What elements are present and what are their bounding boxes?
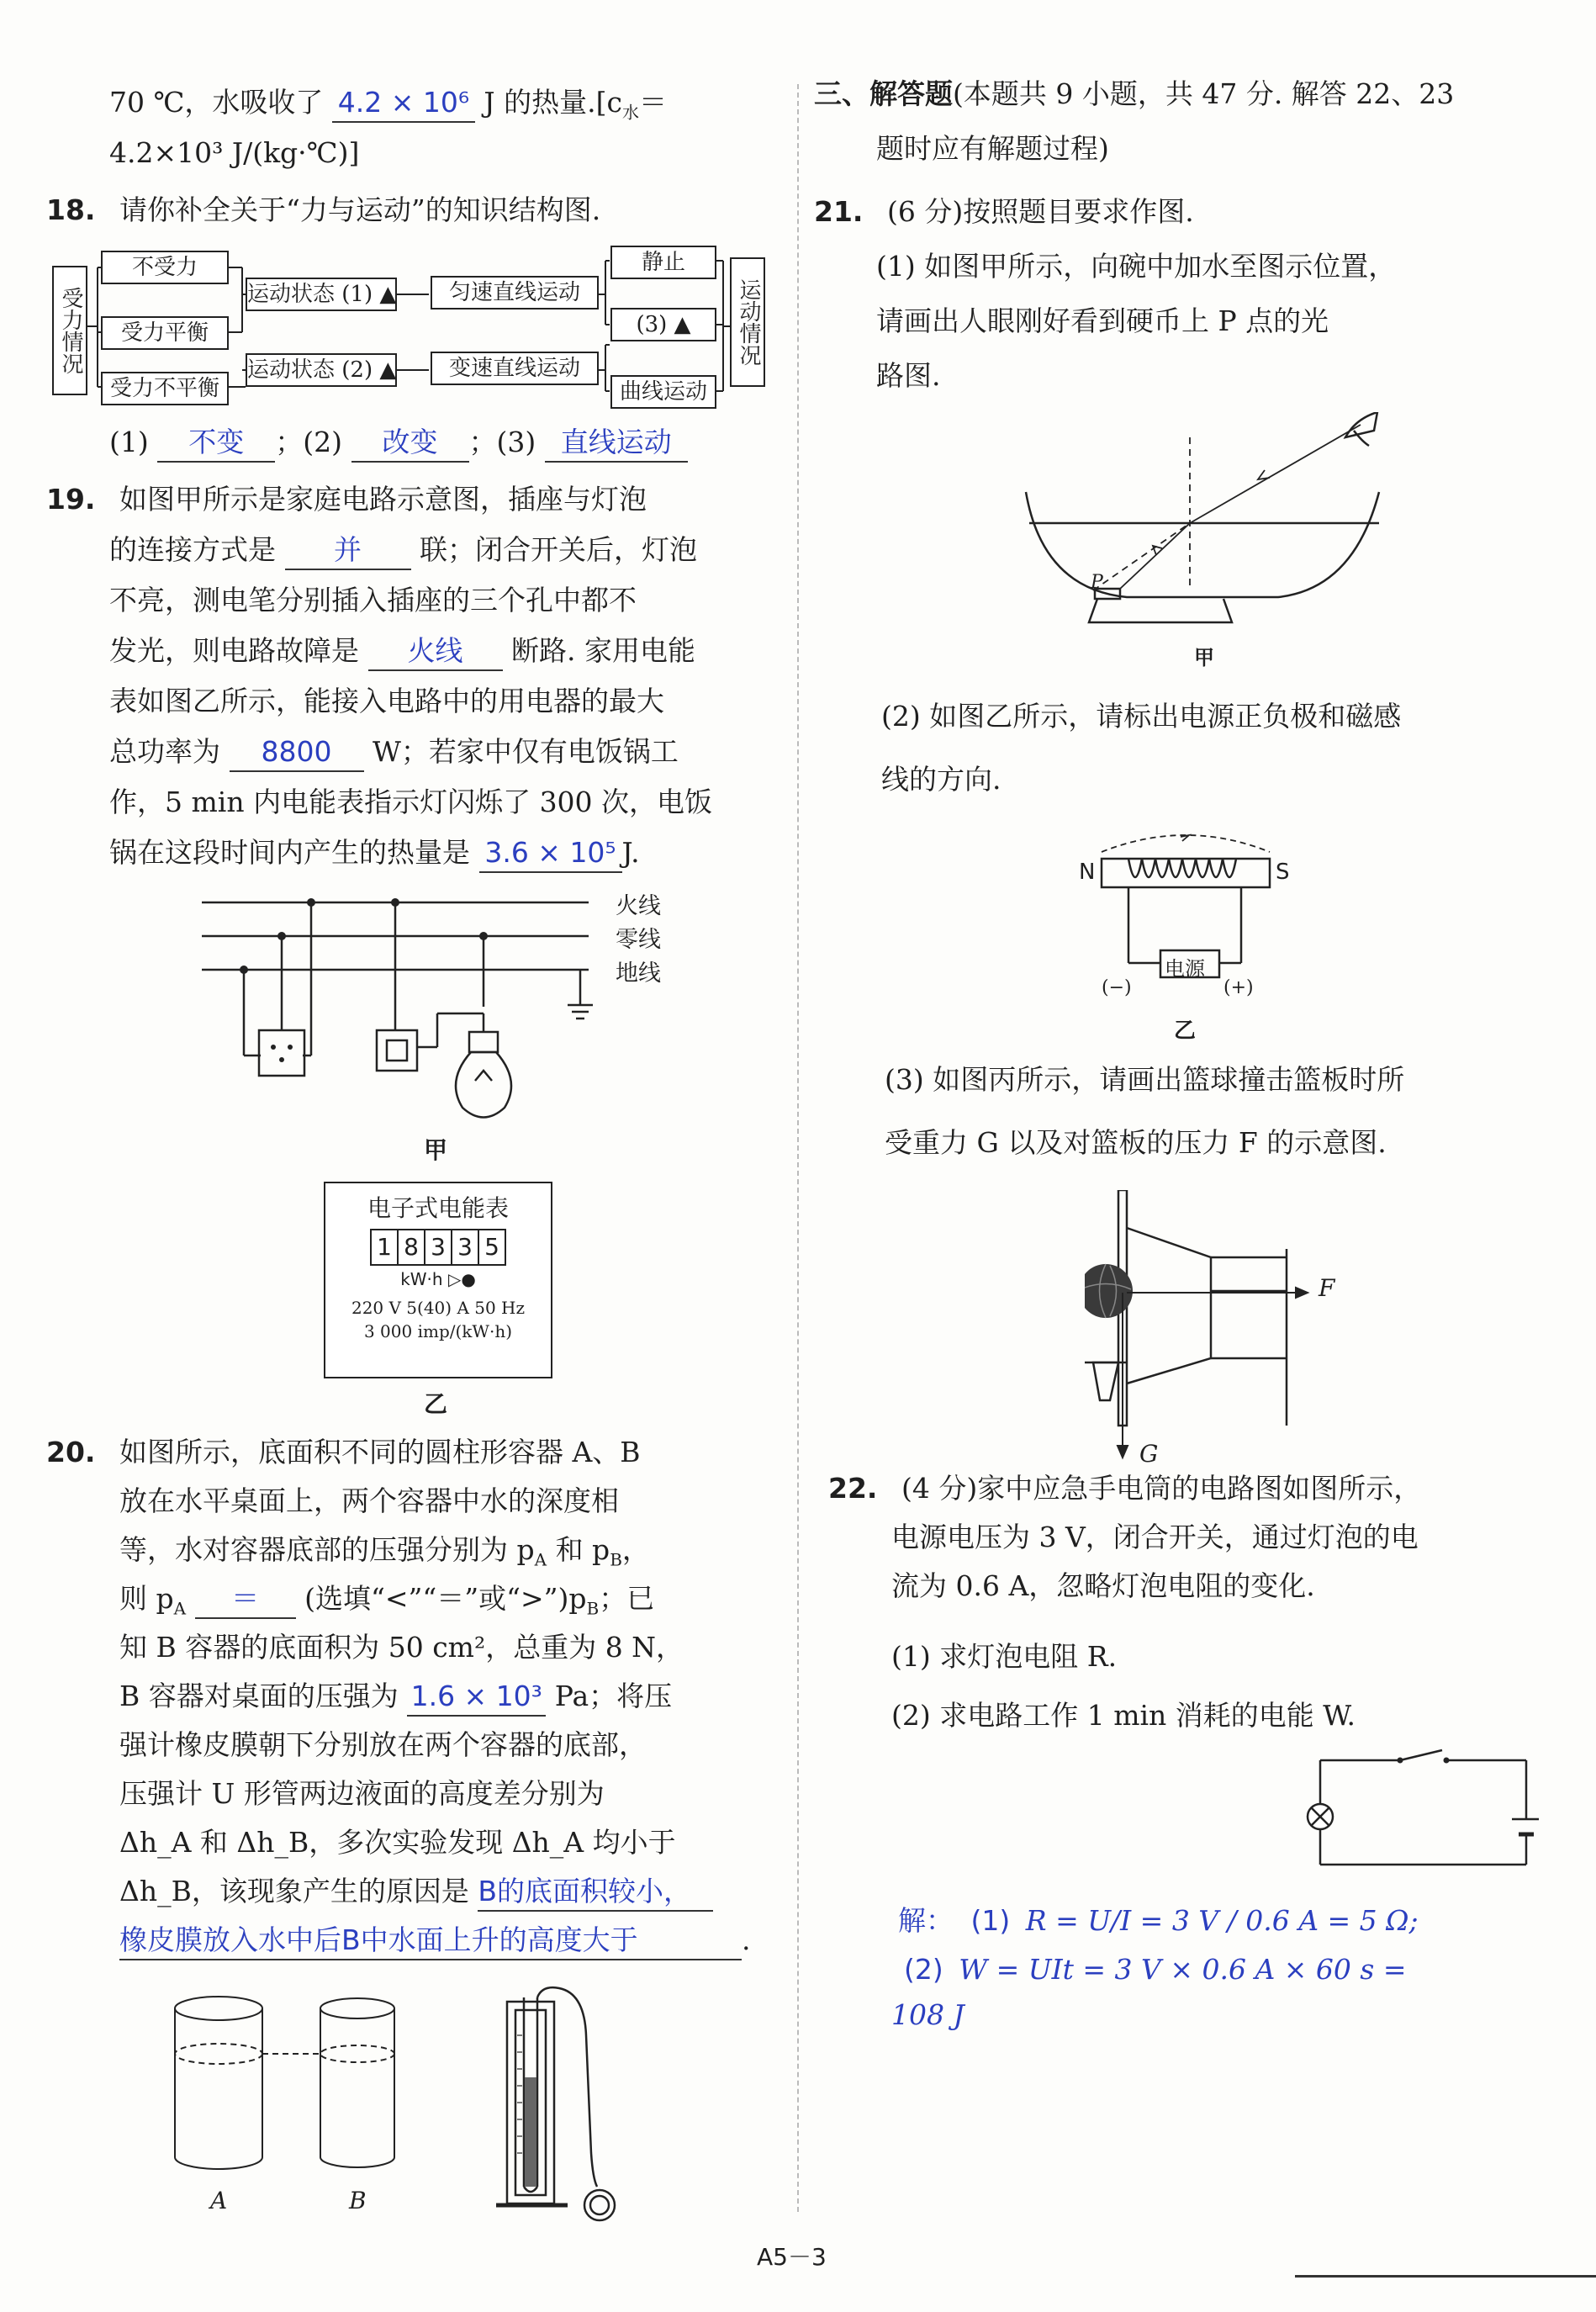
q20-line4: 则 $p_A$ ＝ (选填“<”“＝”或“$>”)p_B$；已 [119,1582,655,1619]
q21-bowl-figure [1017,412,1404,656]
q22-line2: 电源电压为 3 V，闭合开关，通过灯泡的电 [891,1521,1419,1553]
source-negative-label: (−) [1102,977,1132,998]
q19-line5: 表如图乙所示，能接入电路中的用电器的最大 [109,685,664,717]
q22-line4: (1) 求灯泡电阻 R. [891,1640,1118,1673]
meter-digits [370,1229,506,1266]
q20-line5: 知 B 容器的底面积为 50 cm²，总重为 8 N， [119,1631,684,1664]
q22-flashlight-circuit [1303,1745,1539,1888]
meter-digit: 5 [484,1233,499,1261]
q20-answer-3a: B的底面积较小， [478,1875,691,1907]
container-a-label: A [210,2187,228,2214]
q22-solution-line2: (2) W = UIt = 3 V × 0.6 A × 60 s = [904,1953,1407,1986]
q20-line8: 压强计 U 形管两边液面的高度差分别为 [119,1777,605,1810]
q18-box-balanced: 受力平衡 [101,316,229,350]
solenoid-n-label: N [1079,860,1096,885]
q20-answer-2: 1.6 × 10³ [410,1680,542,1712]
q18-box-curve: 曲线运动 [610,375,716,409]
q21-p2b: 线的方向. [881,763,1001,796]
q20-line6: B 容器对桌面的压强为 1.6 × 10³ Pa；将压 [119,1678,672,1717]
q19-wire-neutral: 零线 [616,927,661,953]
q19-electric-meter [324,1182,552,1378]
q18-box-unbalanced: 受力不平衡 [101,372,229,405]
q19-line2: 的连接方式是 并 联；闭合开关后，灯泡 [109,532,697,570]
q22-number: 22. [828,1472,878,1505]
q20-pressure-gauge [492,1985,660,2237]
q19-answer-2: 火线 [407,634,463,667]
meter-indicator-icon: ▷● [447,1269,476,1289]
q22-solution-line3 [891,1997,964,2034]
q18-box-uniform: 匀速直线运动 [431,276,599,310]
container-b-label: B [349,2187,367,2214]
q18-left-label: 受力情况 [52,266,87,395]
q20-line10: Δh_B，该现象产生的原因是 B的底面积较小， [119,1873,713,1912]
meter-title: 电子式电能表 [367,1194,509,1222]
q19-answer-4: 3.6 × 10⁵ [484,836,616,869]
q21-p1b: 请画出人眼刚好看到硬币上 P 点的光 [876,304,1329,337]
q22-solution-label: 解： [898,1904,954,1937]
q18-box-state2: 运动状态 (2) ▲ [246,353,397,387]
source-positive-label: (+) [1223,977,1254,998]
q18-answers: (1) 不变 ；(2) 改变 ；(3) 直线运动 [109,424,688,463]
q19-answer-3: 8800 [261,735,332,768]
q21-caption-jia: 甲 [1194,646,1214,669]
q18-box-variable: 变速直线运动 [431,352,599,385]
q21-caption-yi: 乙 [1174,1018,1197,1044]
meter-digit: 3 [452,1230,479,1264]
section3-desc2: 题时应有解题过程) [876,132,1109,165]
q17-answer: 4.2 × 10⁶ [337,86,470,119]
q20-containers-figure [164,1985,416,2204]
q19-line8: 锅在这段时间内产生的热量是 3.6 × 10⁵ J. [109,834,640,873]
q17-line1: 70 ℃，水吸收了 4.2 × 10⁶ J 的热量$.[c_水=$ [109,86,667,123]
q18-right-label: 运动情况 [730,257,765,387]
q21-p3a: (3) 如图丙所示，请画出篮球撞击篮板时所 [885,1063,1405,1096]
q19-line6: 总功率为 8800 W；若家中仅有电饭锅工 [109,733,679,772]
q20-line9: Δh_A 和 Δh_B，多次实验发现 Δh_A 均小于 [119,1826,676,1859]
q18-answer-3: 直线运动 [560,426,672,458]
q20-line1: 20. 如图所示，底面积不同的圆柱形容器 A、B [46,1436,641,1468]
q22-solution-line1: 解： (1) R = U/I = 3 V / 0.6 A = 5 Ω; [898,1904,1419,1937]
meter-digit: 3 [425,1230,452,1264]
q21-p1a: (1) 如图甲所示，向碗中加水至图示位置， [876,250,1397,283]
q21-number: 21. [814,195,864,228]
q21-p3b: 受重力 G 以及对篮板的压力 F 的示意图. [885,1126,1387,1159]
q18-box-blank3: (3) ▲ [610,308,716,341]
column-divider [797,84,799,2212]
q20-line3: 等，水对容器底部的压强分别为 $p_A$ 和 $p_B$， [119,1533,650,1570]
q21-point-p: P [1091,572,1103,593]
q18-answer-2: 改变 [382,426,438,458]
q20-answer-1: ＝ [231,1582,260,1615]
section3-title: 三、解答题 [814,77,953,110]
page-number: A5－3 [757,2243,827,2271]
q22-line5: (2) 求电路工作 1 min 消耗的电能 W. [891,1699,1356,1732]
q22-solution-energy-result: 108 J [891,1998,964,2031]
force-g-label: G [1139,1440,1159,1468]
q20-line7: 强计橡皮膜朝下分别放在两个容器的底部， [119,1728,647,1761]
q21-basketball-figure [1085,1190,1337,1468]
q20-number: 20. [46,1436,96,1468]
force-f-label: F [1319,1274,1335,1302]
q17-line2: 4.2×10³ J/(kg·℃)] [109,136,360,169]
q19-line4: 发光，则电路故障是 火线 断路. 家用电能 [109,632,695,671]
footer-rule [1295,2275,1596,2278]
q20-line2: 放在水平桌面上，两个容器中水的深度相 [119,1484,619,1517]
q18-number: 18. [46,193,96,226]
q19-wire-ground: 地线 [616,960,661,987]
q19-answer-1: 并 [334,533,362,566]
q19-line1: 19. 如图甲所示是家庭电路示意图，插座与灯泡 [46,483,647,516]
meter-digit: 1 [372,1230,399,1264]
q19-wire-live: 火线 [616,893,661,919]
solenoid-s-label: S [1276,860,1290,885]
q21-p2a: (2) 如图乙所示，请标出电源正负极和磁感 [881,700,1402,733]
power-source-label: 电源 [1165,957,1205,981]
q18-answer-1: 不变 [188,426,245,458]
q19-line7: 作，5 min 内电能表指示灯闪烁了 300 次，电饭 [109,786,713,818]
q22-solution-energy: W = UIt = 3 V × 0.6 A × 60 s = [959,1953,1407,1986]
q19-caption-jia: 甲 [424,1136,448,1164]
q18-box-rest: 静止 [610,246,716,279]
q19-line3: 不亮，测电笔分别插入插座的三个孔中都不 [109,584,637,616]
meter-unit: kW·h [400,1269,443,1289]
meter-spec-1: 220 V 5(40) A 50 Hz [351,1298,526,1318]
q22-line1: 22. (4 分)家中应急手电筒的电路图如图所示， [828,1472,1422,1505]
q18-question: 18. 请你补全关于“力与运动”的知识结构图. [46,193,601,226]
q19-caption-yi: 乙 [424,1390,448,1418]
q19-number: 19. [46,483,96,516]
q20-line11: 橡皮膜放入水中后B中水面上升的高度大于 . [119,1922,751,1960]
q20-answer-3b: 橡皮膜放入水中后B中水面上升的高度大于 [119,1923,638,1956]
q21-p1c: 路图. [876,359,941,392]
q22-solution-resistance: R = U/I = 3 V / 0.6 A = 5 Ω; [1025,1904,1419,1937]
meter-digit: 8 [399,1230,425,1264]
q22-line3: 流为 0.6 A，忽略灯泡电阻的变化. [891,1569,1315,1602]
q21-line0: 21. (6 分)按照题目要求作图. [814,195,1194,228]
q18-box-no-force: 不受力 [101,251,229,284]
section3-heading: 三、解答题(本题共 9 小题，共 47 分. 解答 22、23 [814,77,1455,110]
q18-box-state1: 运动状态 (1) ▲ [246,278,397,311]
meter-spec-2: 3 000 imp/(kW·h) [363,1321,513,1341]
